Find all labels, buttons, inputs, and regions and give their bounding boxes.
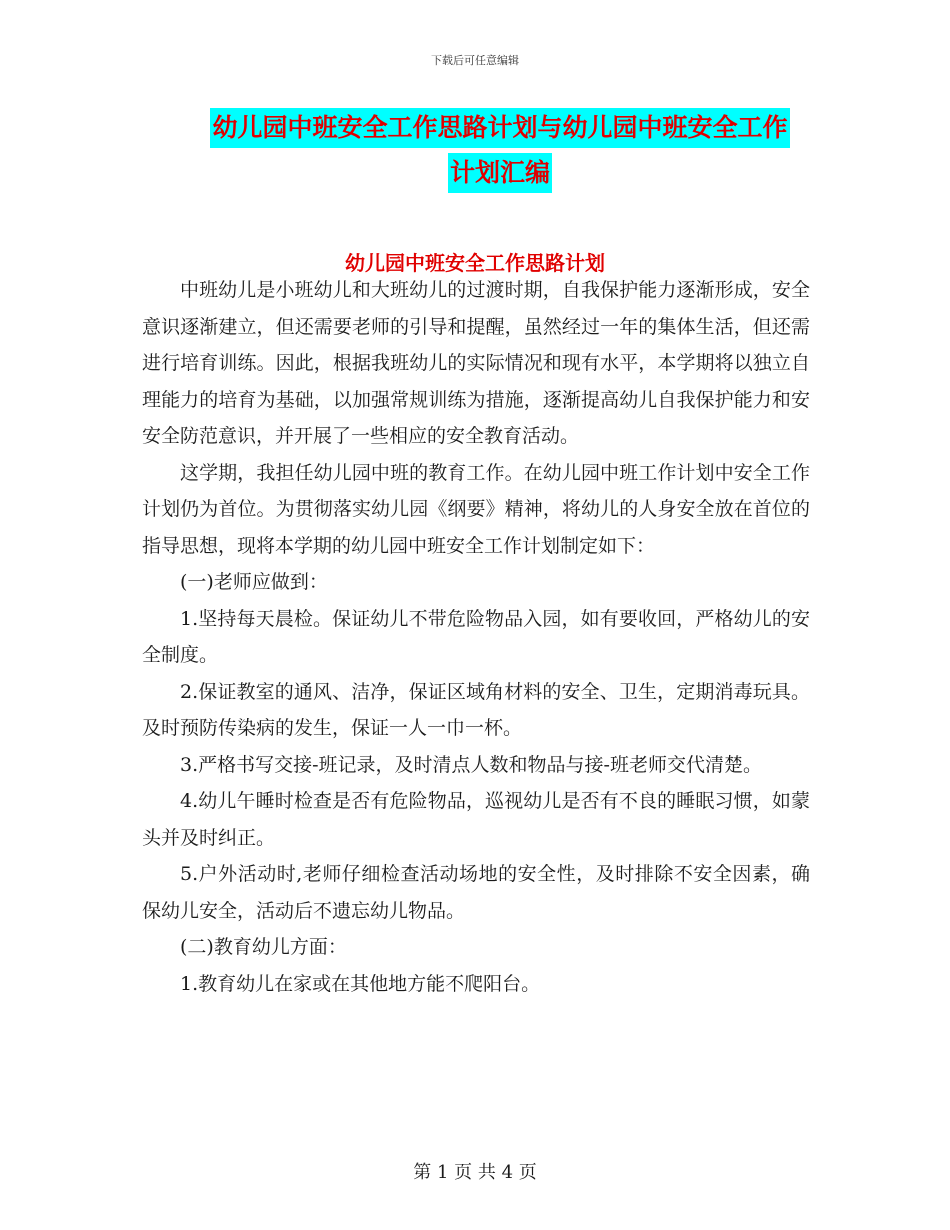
paragraph: 3.严格书写交接-班记录，及时清点人数和物品与接-班老师交代清楚。 [180,753,762,776]
paragraph: 中班幼儿是小班幼儿和大班幼儿的过渡时期，自我保护能力逐渐形成，安全意识逐渐建立，但还需要老师的引导和提醒，虽然经过一年的集体生活，但还需进行培育训练。因此，根据我班幼儿的实际情况和现有水平，本学期将以独立自理能力的培育为基础，以加强常规训练为措施，逐渐提高幼儿自我保护能力和安安全防范意识，并开展了一些相应的安全教育活动。 [142,279,810,447]
paragraph: 1.教育幼儿在家或在其他地方能不爬阳台。 [180,972,541,995]
paragraph: 1.坚持每天晨检。保证幼儿不带危险物品入园，如有要收回，严格幼儿的安全制度。 [142,607,810,666]
paragraph: 这学期，我担任幼儿园中班的教育工作。在幼儿园中班工作计划中安全工作计划仍为首位。为贯彻落实幼儿园《纲要》精神，将幼儿的人身安全放在首位的指导思想，现将本学期的幼儿园中班安全工作计划制定如下： [142,461,810,557]
body-text [142,272,810,1002]
page-header: 下载后可任意编辑 [431,54,519,67]
paragraph: (二)教育幼儿方面： [180,936,347,958]
paragraph: 2.保证教室的通风、洁净，保证区域角材料的安全、卫生，定期消毒玩具。及时预防传染病的发生，保证一人一巾一杯。 [142,680,810,739]
document-title [190,108,810,193]
paragraph: 5.户外活动时,老师仔细检查活动场地的安全性，及时排除不安全因素，确保幼儿安全，活动后不遗忘幼儿物品。 [142,863,810,922]
section-heading: 幼儿园中班安全工作思路计划 [345,251,605,275]
title-line-2: 计划汇编 [448,153,552,193]
paragraph: 4.幼儿午睡时检查是否有危险物品，巡视幼儿是否有不良的睡眠习惯，如蒙头并及时纠正。 [142,790,810,849]
title-line-1: 幼儿园中班安全工作思路计划与幼儿园中班安全工作 [210,108,789,148]
page-footer: 第 1 页 共 4 页 [413,1162,537,1183]
paragraph: (一)老师应做到： [180,571,328,593]
